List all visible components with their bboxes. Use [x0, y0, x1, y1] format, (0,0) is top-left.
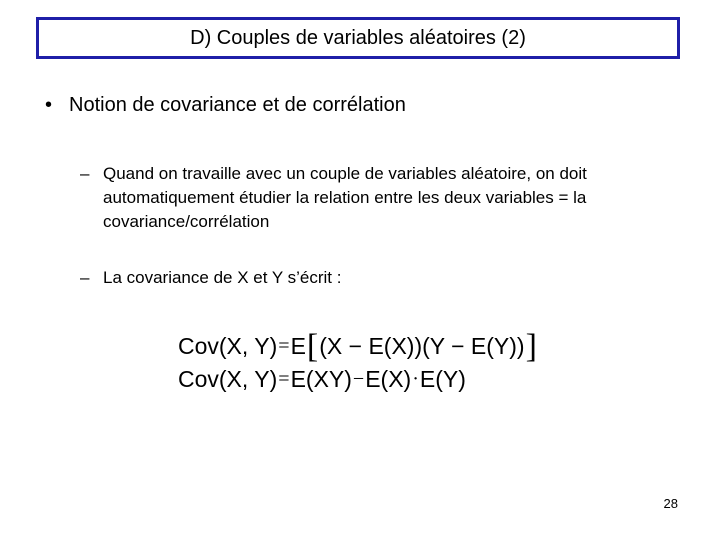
formula-1-open-bracket: [: [306, 327, 319, 365]
sub-item-1-marker: –: [80, 164, 90, 183]
formula-line-2: [178, 363, 538, 396]
bullet-marker: •: [45, 94, 53, 116]
sub-item-1-text: Quand on travaille avec un couple de variables aléatoire, on doit automatiquement étudier la relation entre les deux variables = la covariance/corrélation: [103, 164, 587, 231]
formula-2-lhs: Cov(X, Y): [178, 366, 278, 392]
covariance-formulas: [178, 327, 538, 396]
main-bullet: [45, 94, 406, 117]
formula-2-dot: ·: [412, 368, 419, 390]
main-bullet-text: Notion de covariance et de corrélation: [69, 94, 406, 116]
page-number: 28: [663, 496, 678, 511]
formula-2-term-exy: E(XY): [290, 366, 352, 392]
formula-2-term-ey: E(Y): [419, 366, 466, 392]
formula-2-minus: −: [352, 368, 365, 390]
formula-line-1: [178, 327, 538, 365]
formula-1-lhs: Cov(X, Y): [178, 333, 278, 359]
sub-item-2-marker: –: [80, 268, 90, 287]
sub-item-2-text: La covariance de X et Y s’écrit :: [103, 268, 342, 287]
formula-2-term-ex: E(X): [365, 366, 412, 392]
formula-1-close-bracket: ]: [525, 327, 537, 365]
formula-1-expectation: E: [290, 333, 306, 359]
slide-title-box: [36, 17, 680, 59]
formula-2-equals: =: [278, 368, 290, 390]
sub-item-2: [80, 266, 683, 290]
slide-title: D) Couples de variables aléatoires (2): [190, 26, 526, 49]
formula-1-inner: (X − E(X))(Y − E(Y)): [319, 333, 525, 359]
formula-1-equals: =: [278, 335, 290, 357]
sub-item-1: [80, 162, 683, 234]
